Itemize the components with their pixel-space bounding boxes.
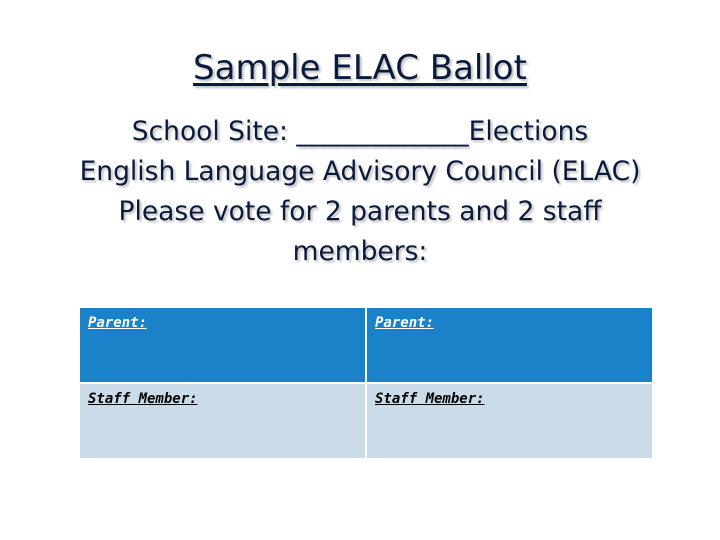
parent-cell-2: Parent: [366,307,653,383]
ballot-instructions [30,112,690,272]
vote-instruction-line-2: members: [292,236,428,267]
ballot-table [78,306,654,460]
page-title: Sample ELAC Ballot [193,48,527,88]
table-row [79,383,653,459]
school-site-line: School Site: _____________Elections [131,116,589,147]
table-row [79,307,653,383]
council-name-line: English Language Advisory Council (ELAC) [79,156,641,187]
vote-instruction-line: Please vote for 2 parents and 2 staff [118,196,602,227]
staff-cell-2: Staff Member: [366,383,653,459]
parent-cell-1: Parent: [79,307,366,383]
staff-cell-1: Staff Member: [79,383,366,459]
